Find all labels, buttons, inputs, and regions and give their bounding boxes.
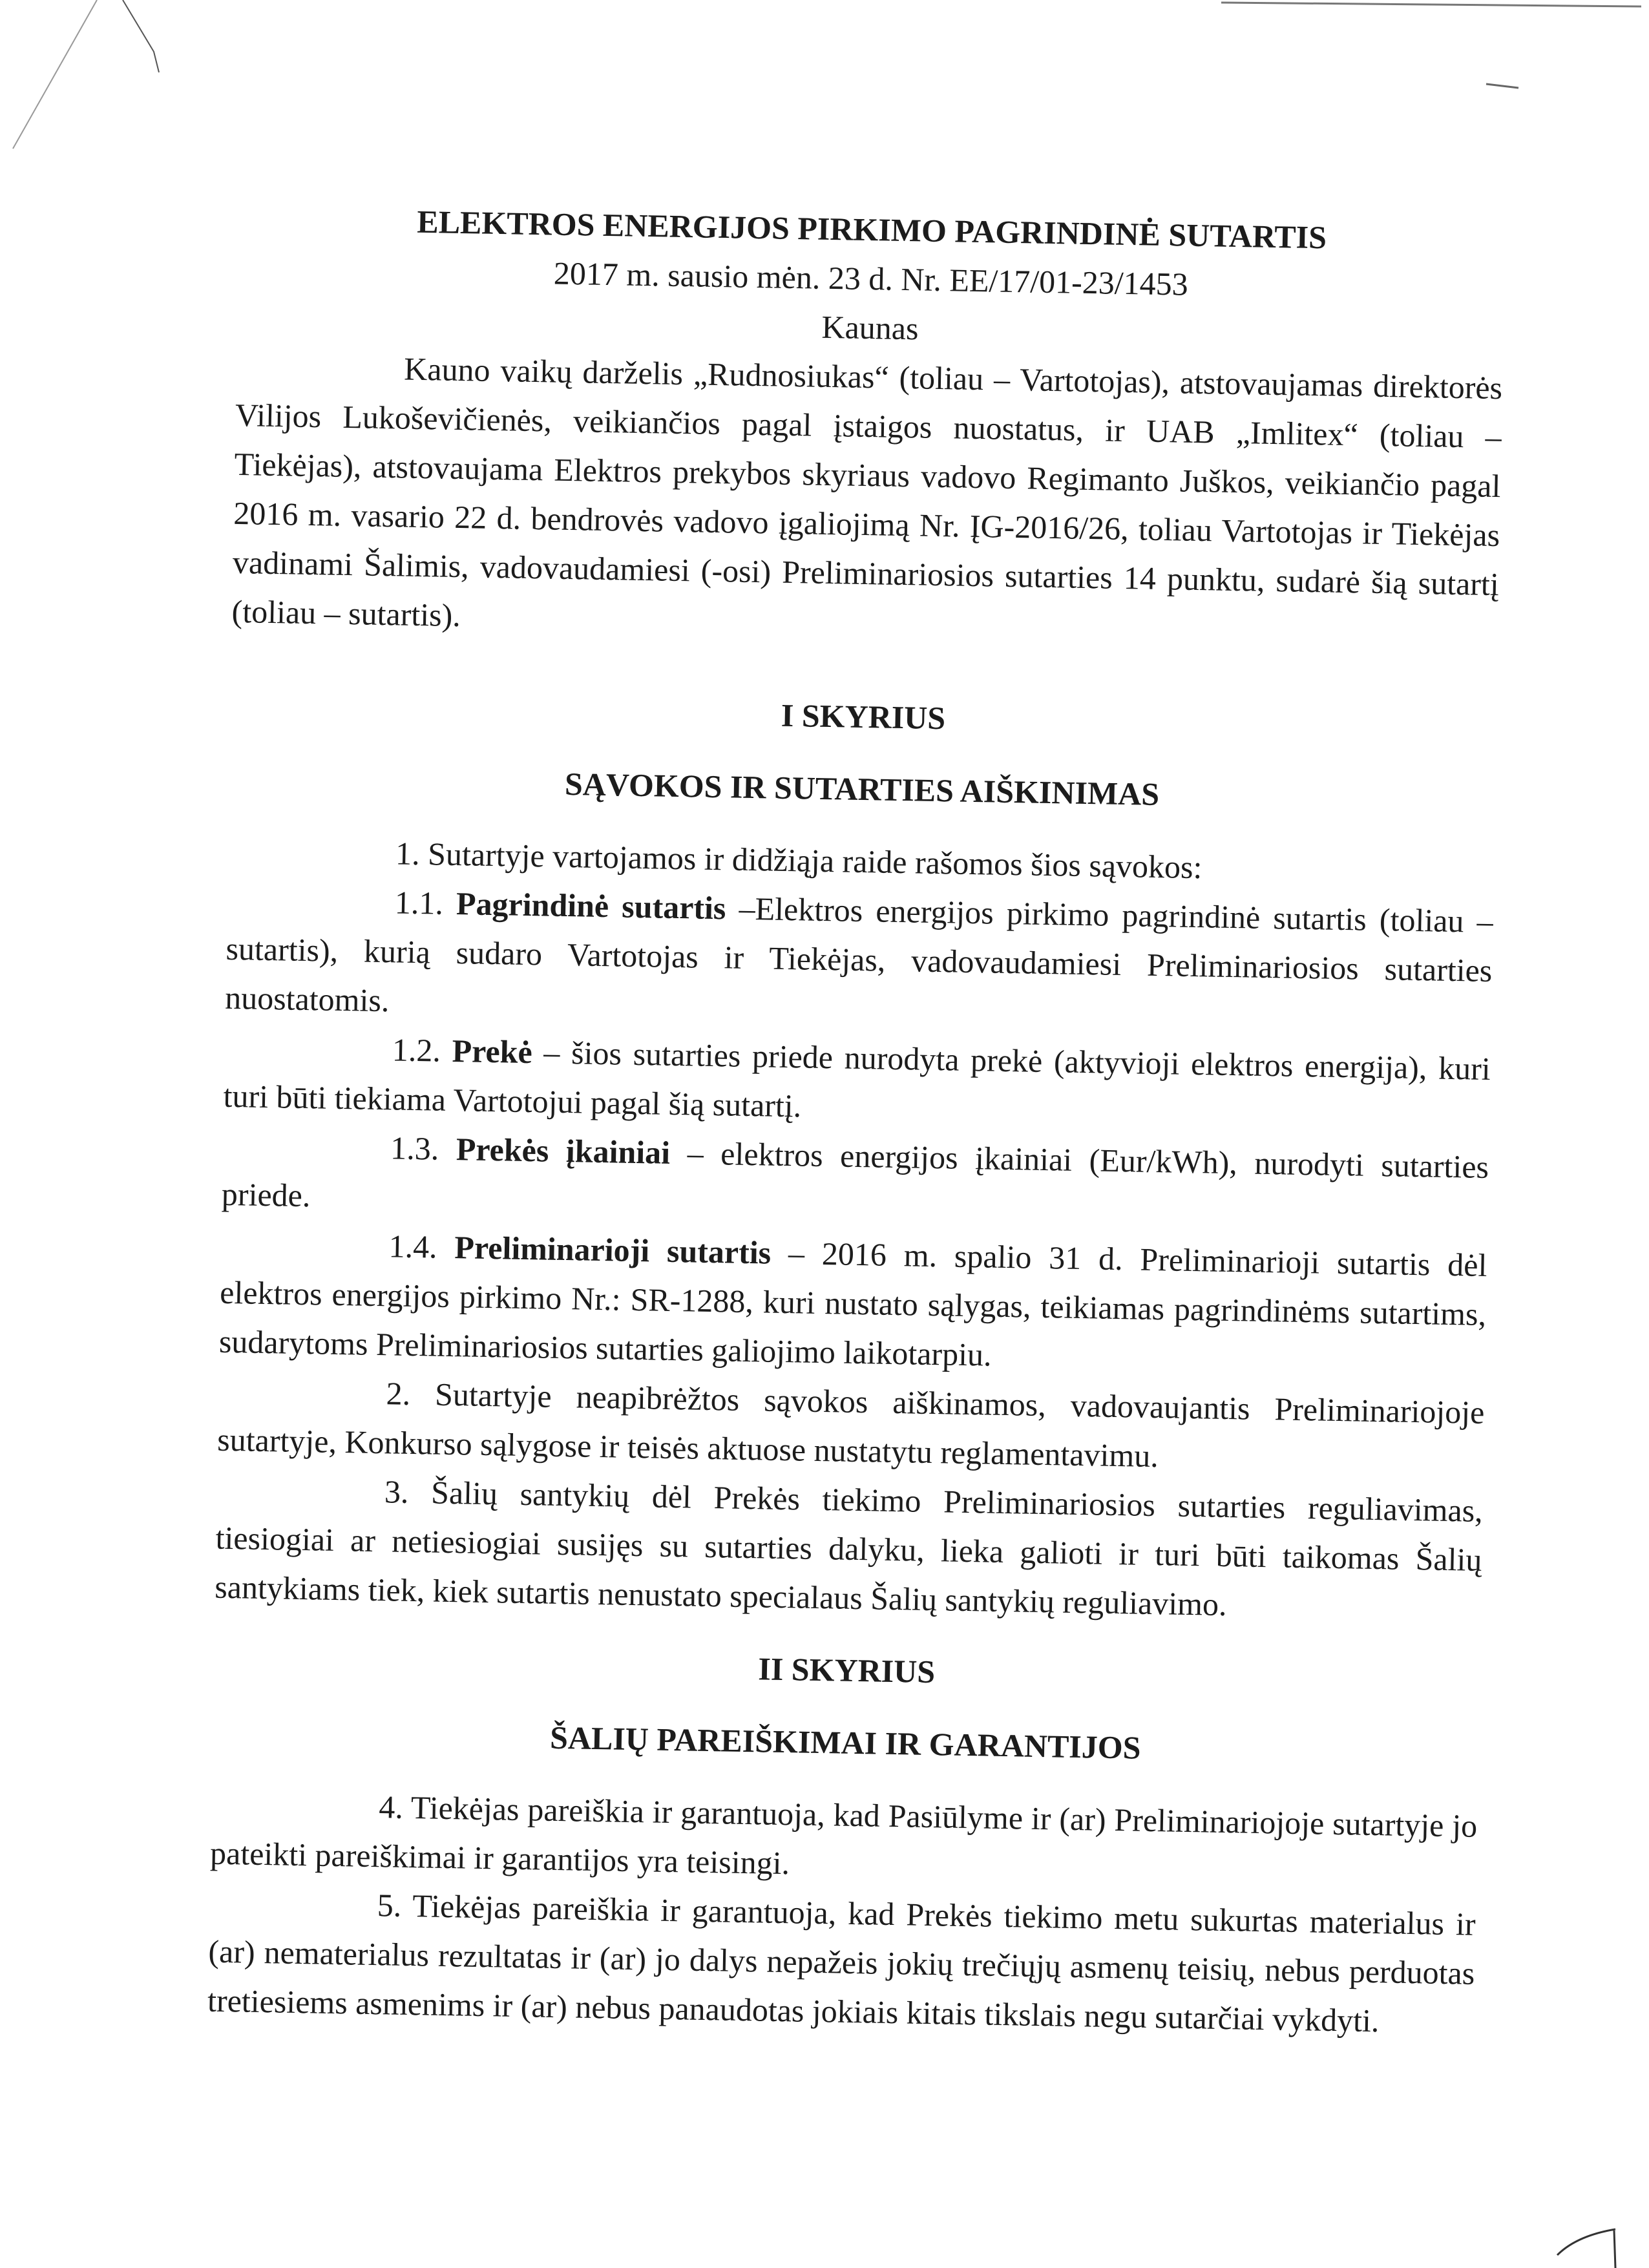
- clause-5: 5. Tiekėjas pareiškia ir garantuoja, kad Prekės tiekimo metu sukurtas materialus ir (ar) nematerialus rezultatas ir (ar) jo dalys nepažeis jokių trečiųjų asmenų teisių, nebus perduotas tretiesiems asmenims ir (ar) nebus panaudotas jokiais kitais tikslais negu sutarčiai vykdyti.: [207, 1887, 1476, 2039]
- clause-3: 3. Šalių santykių dėl Prekės tiekimo Preliminariosios sutarties reguliavimas, tiesiogiai ar netiesiogiai susijęs su sutarties dalyku, lieka galioti ir turi būti taikomas Šalių santykiams tiek, kiek sutartis nenustato specialaus Šalių santykių reguliavimo.: [214, 1473, 1484, 1623]
- date-number: 2017 m. sausio mėn. 23 d. Nr. EE/17/01-23/1453: [553, 255, 1189, 302]
- chapter2-title: ŠALIŲ PAREIŠKIMAI IR GARANTIJOS: [549, 1719, 1141, 1766]
- term-prekes-ikainiai: Prekės įkainiai: [456, 1131, 671, 1171]
- clause-1-2: 1.2. Prekė – šios sutarties priede nurodyta prekė (aktyvioji elektros energija), kuri turi būti tiekiama Vartotojui pagal šią sutartį.: [223, 1031, 1491, 1124]
- term-preliminarioji-sutartis: Preliminarioji sutartis: [454, 1229, 772, 1271]
- clause-1-4: 1.4. Preliminarioji sutartis – 2016 m. spalio 31 d. Preliminarioji sutartis dėl elektros energijos pirkimo Nr.: SR-1288, kuri nustato sąlygas, teikiamas pagrindinėms sutartims, sudarytoms Preliminariosios sutarties galiojimo laikotarpiu.: [218, 1228, 1487, 1373]
- chapter1-number: I SKYRIUS: [781, 697, 946, 737]
- scan-artifact-top-right: [1215, 0, 1649, 103]
- clause-4: 4. Tiekėjas pareiškia ir garantuoja, kad Pasiūlyme ir (ar) Preliminariojoje sutartyje jo pateikti pareiškimai ir garantijos yra teisingi.: [209, 1789, 1478, 1882]
- clause-1-3: 1.3. Prekės įkainiai – elektros energijos įkainiai (Eur/kWh), nurodyti sutarties priede.: [221, 1129, 1489, 1214]
- intro-paragraph: Kauno vaikų darželis „Rudnosiukas“ (toliau – Vartotojas), atstovaujamas direktorės Vilijos Lukoševičienės, veikiančios pagal įstaigos nuostatus, ir UAB „Imlitex“ (toliau – Tiekėjas), atstovaujama Elektros prekybos skyriaus vadovo Regimanto Juškos, veikiančio pagal 2016 m. vasario 22 d. bendrovės vadovo įgaliojimą Nr. ĮG-2016/26, toliau Vartotojas ir Tiekėjas vadinami Šalimis, vadovaudamiesi (-osi) Preliminariosios sutarties 14 punktu, sudarė šią sutartį (toliau – sutartis).: [231, 350, 1503, 634]
- scan-artifact-bottom-right: [1538, 2178, 1649, 2268]
- document-title: ELEKTROS ENERGIJOS PIRKIMO PAGRINDINĖ SUTARTIS: [416, 203, 1327, 256]
- chapter2-number: II SKYRIUS: [757, 1650, 936, 1690]
- chapter1-title: SĄVOKOS IR SUTARTIES AIŠKINIMAS: [564, 765, 1160, 812]
- term-preke: Prekė: [452, 1032, 533, 1071]
- place: Kaunas: [821, 308, 919, 347]
- clause-2: 2. Sutartyje neapibrėžtos sąvokos aiškinamos, vadovaujantis Preliminariojoje sutartyje, Konkurso sąlygose ir teisės aktuose nustatytu reglamentavimu.: [216, 1375, 1485, 1475]
- clause-1: 1. Sutartyje vartojamos ir didžiąja raide rašomos šios sąvokos:: [395, 835, 1203, 886]
- scan-artifact-top-left: [0, 0, 207, 168]
- term-pagrindine-sutartis: Pagrindinė sutartis: [456, 885, 726, 927]
- clause-1-1: 1.1. Pagrindinė sutartis –Elektros energijos pirkimo pagrindinė sutartis (toliau – sutartis), kurią sudaro Vartotojas ir Tiekėjas, vadovaudamiesi Preliminariosios sutarties nuostatomis.: [224, 884, 1494, 1019]
- document-body: [207, 194, 1506, 2047]
